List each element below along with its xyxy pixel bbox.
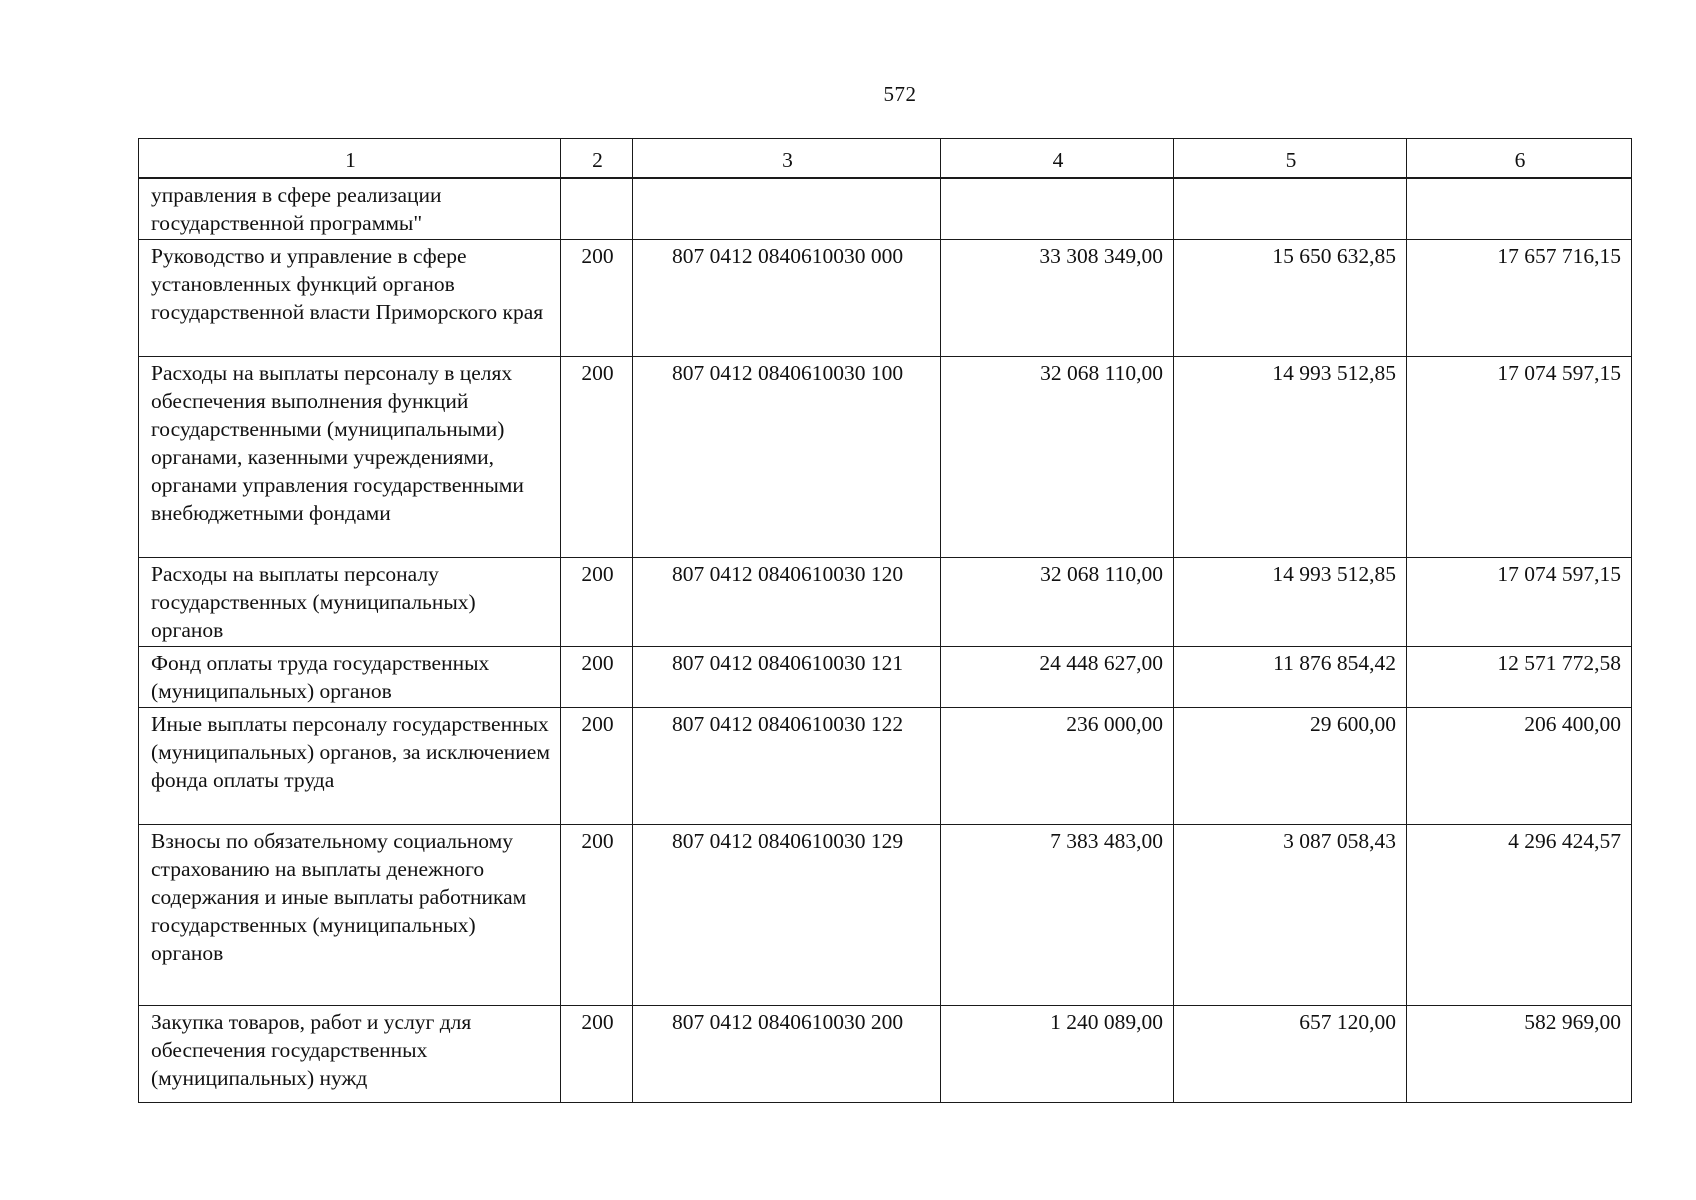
row-col6: 4 296 424,57 [1407, 825, 1632, 1006]
page-number: 572 [883, 82, 917, 106]
row-col5: 14 993 512,85 [1174, 357, 1407, 558]
row-col4: 32 068 110,00 [941, 558, 1174, 647]
row-col6: 582 969,00 [1407, 1006, 1632, 1103]
row-name: Взносы по обязательному социальному страхованию на выплаты денежного содержания и иные выплаты работникам государственных (муниципальных) органов [139, 825, 561, 1006]
row-col6: 17 657 716,15 [1407, 240, 1632, 357]
header-col-1: 1 [139, 139, 561, 179]
row-col6: 17 074 597,15 [1407, 558, 1632, 647]
row-name: Руководство и управление в сфере установленных функций органов государственной власти Приморского края [139, 240, 561, 357]
header-row [139, 139, 1632, 179]
row-col4: 236 000,00 [941, 708, 1174, 825]
row-col6 [1407, 178, 1632, 240]
row-classification: 807 0412 0840610030 000 [633, 240, 941, 357]
row-col6: 12 571 772,58 [1407, 647, 1632, 708]
row-classification: 807 0412 0840610030 120 [633, 558, 941, 647]
table-row [139, 708, 1632, 825]
row-col4: 1 240 089,00 [941, 1006, 1174, 1103]
row-classification: 807 0412 0840610030 129 [633, 825, 941, 1006]
table-row [139, 558, 1632, 647]
budget-table [138, 138, 1632, 1103]
row-classification: 807 0412 0840610030 200 [633, 1006, 941, 1103]
row-code: 200 [561, 647, 633, 708]
row-col4 [941, 178, 1174, 240]
row-col4: 33 308 349,00 [941, 240, 1174, 357]
row-col5: 15 650 632,85 [1174, 240, 1407, 357]
row-col5 [1174, 178, 1407, 240]
row-name: Фонд оплаты труда государственных (муниципальных) органов [139, 647, 561, 708]
row-col4: 24 448 627,00 [941, 647, 1174, 708]
table-row [139, 647, 1632, 708]
row-col5: 657 120,00 [1174, 1006, 1407, 1103]
table-row [139, 825, 1632, 1006]
row-col5: 11 876 854,42 [1174, 647, 1407, 708]
row-col5: 3 087 058,43 [1174, 825, 1407, 1006]
row-code [561, 178, 633, 240]
row-col5: 14 993 512,85 [1174, 558, 1407, 647]
table-row [139, 178, 1632, 240]
row-code: 200 [561, 558, 633, 647]
table-header [139, 139, 1632, 179]
row-code: 200 [561, 1006, 633, 1103]
table-row [139, 357, 1632, 558]
row-classification: 807 0412 0840610030 100 [633, 357, 941, 558]
row-col5: 29 600,00 [1174, 708, 1407, 825]
table-row [139, 1006, 1632, 1103]
row-name: Расходы на выплаты персоналу в целях обеспечения выполнения функций государственными (муниципальными) органами, казенными учреждениями, органами управления государственными внебюджетными фондами [139, 357, 561, 558]
row-col6: 206 400,00 [1407, 708, 1632, 825]
row-code: 200 [561, 240, 633, 357]
row-col6: 17 074 597,15 [1407, 357, 1632, 558]
row-classification: 807 0412 0840610030 121 [633, 647, 941, 708]
row-name: Иные выплаты персоналу государственных (муниципальных) органов, за исключением фонда оплаты труда [139, 708, 561, 825]
row-col4: 32 068 110,00 [941, 357, 1174, 558]
header-col-4: 4 [941, 139, 1174, 179]
header-col-3: 3 [633, 139, 941, 179]
row-classification [633, 178, 941, 240]
row-code: 200 [561, 825, 633, 1006]
header-col-2: 2 [561, 139, 633, 179]
table-body [139, 178, 1632, 1103]
row-classification: 807 0412 0840610030 122 [633, 708, 941, 825]
row-code: 200 [561, 708, 633, 825]
row-name: Закупка товаров, работ и услуг для обеспечения государственных (муниципальных) нужд [139, 1006, 561, 1103]
row-name: управления в сфере реализации государственной программы" [139, 178, 561, 240]
row-name: Расходы на выплаты персоналу государственных (муниципальных) органов [139, 558, 561, 647]
row-code: 200 [561, 357, 633, 558]
table-row [139, 240, 1632, 357]
header-col-5: 5 [1174, 139, 1407, 179]
row-col4: 7 383 483,00 [941, 825, 1174, 1006]
header-col-6: 6 [1407, 139, 1632, 179]
